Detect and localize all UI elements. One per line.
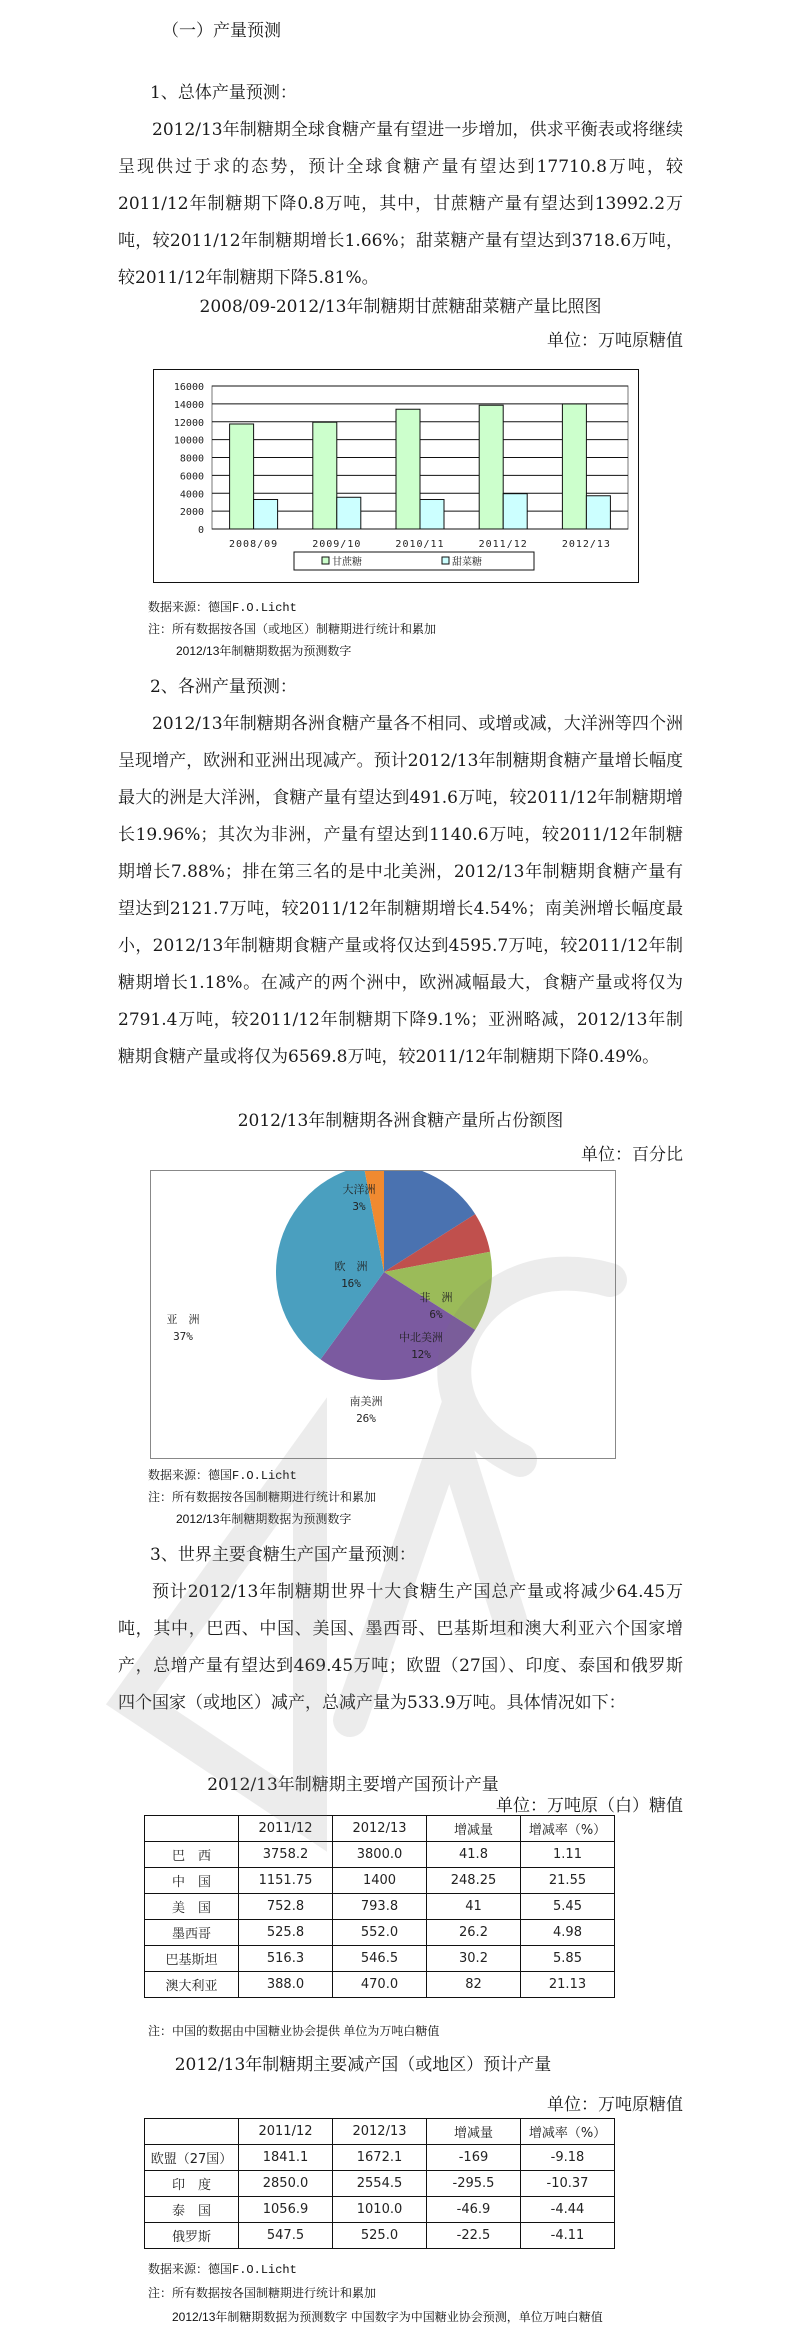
table-cell: 41.8 xyxy=(427,1842,521,1868)
table-cell: 1.11 xyxy=(521,1842,615,1868)
table-cell: 470.0 xyxy=(333,1972,427,1998)
part3-paragraph xyxy=(118,1574,683,1722)
bar-beet-2008-09 xyxy=(254,500,278,529)
bar-beet-2010-11 xyxy=(420,500,444,529)
table-cell: 中 国 xyxy=(145,1868,239,1894)
bar-chart-note2: 2012/13年制糖期数据为预测数字 xyxy=(176,644,352,658)
table-cell: 21.13 xyxy=(521,1972,615,1998)
pie-chart-source xyxy=(148,1466,297,1483)
table-header-cell: 增减率（%） xyxy=(521,2119,615,2145)
table-header-cell: 2011/12 xyxy=(239,1816,333,1842)
y-tick-label: 14000 xyxy=(173,399,204,411)
part1-paragraph xyxy=(118,112,683,297)
y-tick-label: 16000 xyxy=(173,382,204,393)
table-cell: 41 xyxy=(427,1894,521,1920)
table-cell: -295.5 xyxy=(427,2171,521,2197)
table-header-row xyxy=(145,1816,615,1842)
bar-beet-2012-13 xyxy=(586,496,610,529)
svg-text:12%: 12% xyxy=(411,1348,431,1361)
x-tick-label: 2010/11 xyxy=(395,539,445,550)
table-cell: 525.0 xyxy=(333,2223,427,2249)
table-header-cell: 增减量 xyxy=(427,1816,521,1842)
y-tick-label: 4000 xyxy=(179,489,204,501)
table-row xyxy=(145,2145,615,2171)
y-tick-label: 6000 xyxy=(179,471,204,483)
table-header-cell xyxy=(145,2119,239,2145)
table-row xyxy=(145,1894,615,1920)
table-cell: -169 xyxy=(427,2145,521,2171)
table-cell: 欧盟（27国） xyxy=(145,2145,239,2171)
y-tick-label: 2000 xyxy=(179,507,204,519)
svg-text:中北美洲: 中北美洲 xyxy=(399,1331,443,1344)
table-cell: 2554.5 xyxy=(333,2171,427,2197)
source-name: F.O.Licht xyxy=(232,2263,297,2277)
table-cell: 1010.0 xyxy=(333,2197,427,2223)
bar-chart-unit: 单位：万吨原糖值 xyxy=(547,331,683,351)
table2-source xyxy=(148,2260,297,2277)
table-header-cell: 增减量 xyxy=(427,2119,521,2145)
table-cell: 巴基斯坦 xyxy=(145,1946,239,1972)
table-header-cell: 增减率（%） xyxy=(521,1816,615,1842)
table-cell: 澳大利亚 xyxy=(145,1972,239,1998)
y-tick-label: 10000 xyxy=(173,435,204,447)
table-cell: 5.45 xyxy=(521,1894,615,1920)
source-name: F.O.Licht xyxy=(232,601,297,615)
svg-text:欧 洲: 欧 洲 xyxy=(334,1260,368,1273)
decrease-table xyxy=(144,2118,615,2249)
part1-heading: 1、总体产量预测： xyxy=(150,83,297,103)
table-cell: 1841.1 xyxy=(239,2145,333,2171)
table-cell: 1151.75 xyxy=(239,1868,333,1894)
table-cell: 1056.9 xyxy=(239,2197,333,2223)
svg-text:大洋洲: 大洋洲 xyxy=(342,1183,376,1196)
table-row xyxy=(145,1920,615,1946)
table-cell: -4.11 xyxy=(521,2223,615,2249)
table-cell: 2850.0 xyxy=(239,2171,333,2197)
table-cell: 泰 国 xyxy=(145,2197,239,2223)
table-row xyxy=(145,1868,615,1894)
source-label: 数据来源：德国 xyxy=(148,2262,233,2276)
bar-cane-2008-09 xyxy=(230,424,254,529)
table-row xyxy=(145,1972,615,1998)
table-cell: -4.44 xyxy=(521,2197,615,2223)
pie-chart-title: 2012/13年制糖期各洲食糖产量所占份额图 xyxy=(237,1111,564,1131)
table-cell: 4.98 xyxy=(521,1920,615,1946)
x-tick-label: 2009/10 xyxy=(312,539,362,550)
svg-text:6%: 6% xyxy=(429,1308,443,1321)
table-cell: 547.5 xyxy=(239,2223,333,2249)
y-tick-label: 12000 xyxy=(173,417,204,429)
part2-heading: 2、各洲产量预测： xyxy=(150,677,297,697)
bar-chart-note1: 注：所有数据按各国（或地区）制糖期进行统计和累加 xyxy=(148,622,437,636)
bar-chart xyxy=(153,369,639,583)
x-tick-label: 2012/13 xyxy=(561,539,611,550)
table-cell: 1400 xyxy=(333,1868,427,1894)
table-header-cell: 2011/12 xyxy=(239,2119,333,2145)
pie-chart-svg xyxy=(151,1171,615,1458)
pie-chart-note1: 注：所有数据按各国制糖期进行统计和累加 xyxy=(148,1490,377,1504)
table-cell: 26.2 xyxy=(427,1920,521,1946)
table-cell: 516.3 xyxy=(239,1946,333,1972)
bar-chart-svg xyxy=(154,370,638,582)
bar-cane-2011-12 xyxy=(479,405,503,529)
table-row xyxy=(145,2197,615,2223)
table-cell: 546.5 xyxy=(333,1946,427,1972)
bar-cane-2009-10 xyxy=(313,422,337,529)
table-cell: 3800.0 xyxy=(333,1842,427,1868)
part1-paragraph-text: 2012/13年制糖期全球食糖产量有望进一步增加，供求平衡表或将继续呈现供过于求的态势，预计全球食糖产量有望达到17710.8万吨，较2011/12年制糖期下降0.8万吨，其中，甘蔗糖产量有望达到13992.2万吨，较2011/12年制糖期增长1.66%；甜菜糖产量有望达到3718.6万吨，较2011/12年制糖期下降5.81%。 xyxy=(118,120,683,288)
table-cell: 525.8 xyxy=(239,1920,333,1946)
svg-text:南美洲: 南美洲 xyxy=(349,1395,383,1408)
table1-title: 2012/13年制糖期主要增产国预计产量 xyxy=(207,1775,499,1795)
x-tick-label: 2011/12 xyxy=(478,539,528,550)
part3-paragraph-text: 预计2012/13年制糖期世界十大食糖生产国总产量或将减少64.45万吨，其中，巴西、中国、美国、墨西哥、巴基斯坦和澳大利亚六个国家增产，总增产量有望达到469.45万吨；欧盟（27国）、印度、泰国和俄罗斯四个国家（或地区）减产，总减产量为533.9万吨。具体情况如下： xyxy=(118,1582,683,1713)
bar-beet-2011-12 xyxy=(503,494,527,529)
table1-note: 注：中国的数据由中国糖业协会提供 单位为万吨白糖值 xyxy=(148,2024,440,2038)
table-cell: 82 xyxy=(427,1972,521,1998)
table1-unit: 单位：万吨原（白）糖值 xyxy=(496,1796,683,1816)
svg-text:甜菜糖: 甜菜糖 xyxy=(452,557,482,568)
pie-slice-label xyxy=(167,1313,200,1343)
part3-heading: 3、世界主要食糖生产国产量预测： xyxy=(150,1545,416,1565)
table-cell: 俄罗斯 xyxy=(145,2223,239,2249)
svg-text:亚 洲: 亚 洲 xyxy=(166,1313,200,1326)
table-cell: 752.8 xyxy=(239,1894,333,1920)
table-cell: -9.18 xyxy=(521,2145,615,2171)
table-header-cell: 2012/13 xyxy=(333,2119,427,2145)
table-row xyxy=(145,2223,615,2249)
bar-chart-source xyxy=(148,598,297,615)
table-cell: 3758.2 xyxy=(239,1842,333,1868)
y-tick-label: 8000 xyxy=(179,453,204,465)
table-cell: 1672.1 xyxy=(333,2145,427,2171)
bar-beet-2009-10 xyxy=(337,497,361,529)
bar-chart-title: 2008/09-2012/13年制糖期甘蔗糖甜菜糖产量比照图 xyxy=(199,297,602,317)
bar-cane-2010-11 xyxy=(396,409,420,529)
table-cell: 5.85 xyxy=(521,1946,615,1972)
pie-chart-unit: 单位：百分比 xyxy=(581,1145,683,1165)
table-cell: -46.9 xyxy=(427,2197,521,2223)
table-row xyxy=(145,1842,615,1868)
pie-chart-note2: 2012/13年制糖期数据为预测数字 xyxy=(176,1512,352,1526)
table-cell: -10.37 xyxy=(521,2171,615,2197)
source-name: F.O.Licht xyxy=(232,1469,297,1483)
table-cell: 30.2 xyxy=(427,1946,521,1972)
source-label: 数据来源：德国 xyxy=(148,600,233,614)
table-cell: 巴 西 xyxy=(145,1842,239,1868)
section-heading: （一）产量预测 xyxy=(162,21,281,41)
part2-paragraph-text: 2012/13年制糖期各洲食糖产量各不相同、或增或减，大洋洲等四个洲呈现增产，欧洲和亚洲出现减产。预计2012/13年制糖期食糖产量增长幅度最大的洲是大洋洲，食糖产量有望达到491.6万吨，较2011/12年制糖期增长19.96%；其次为非洲，产量有望达到1140.6万吨，较2011/12年制糖期增长7.88%；排在第三名的是中北美洲，2012/13年制糖期食糖产量有望达到2121.7万吨，较2011/12年制糖期增长4.54%；南美洲增长幅度最小，2012/13年制糖期食糖产量或将仅达到4595.7万吨，较2011/12年制糖期增长1.18%。在减产的两个洲中，欧洲减幅最大，食糖产量或将仅为2791.4万吨，较2011/12年制糖期下降9.1%；亚洲略减，2012/13年制糖期食糖产量或将仅为6569.8万吨，较2011/12年制糖期下降0.49%。 xyxy=(118,714,683,1067)
table-header-cell: 2012/13 xyxy=(333,1816,427,1842)
increase-table xyxy=(144,1815,615,1998)
table2-title: 2012/13年制糖期主要减产国（或地区）预计产量 xyxy=(174,2055,552,2075)
part2-paragraph xyxy=(118,706,683,1076)
table-cell: 印 度 xyxy=(145,2171,239,2197)
pie-chart xyxy=(150,1170,616,1459)
table-cell: 388.0 xyxy=(239,1972,333,1998)
svg-text:26%: 26% xyxy=(356,1412,376,1425)
svg-text:甘蔗糖: 甘蔗糖 xyxy=(332,557,362,568)
table-cell: -22.5 xyxy=(427,2223,521,2249)
table2-unit: 单位：万吨原糖值 xyxy=(547,2095,683,2115)
svg-text:37%: 37% xyxy=(173,1330,193,1343)
table-header-cell xyxy=(145,1816,239,1842)
table-cell: 墨西哥 xyxy=(145,1920,239,1946)
svg-text:3%: 3% xyxy=(352,1200,366,1213)
bar-chart-legend xyxy=(294,552,534,570)
table-cell: 21.55 xyxy=(521,1868,615,1894)
table-row xyxy=(145,2171,615,2197)
table2-note2: 2012/13年制糖期数据为预测数字 中国数字为中国糖业协会预测，单位万吨白糖值 xyxy=(172,2310,603,2324)
svg-text:非 洲: 非 洲 xyxy=(419,1291,453,1304)
x-tick-label: 2008/09 xyxy=(229,539,279,550)
table-header-row xyxy=(145,2119,615,2145)
y-tick-label: 0 xyxy=(197,525,204,536)
table2-note1: 注：所有数据按各国制糖期进行统计和累加 xyxy=(148,2286,377,2300)
svg-text:16%: 16% xyxy=(341,1277,361,1290)
table-row xyxy=(145,1946,615,1972)
table-cell: 248.25 xyxy=(427,1868,521,1894)
table-cell: 793.8 xyxy=(333,1894,427,1920)
table-cell: 552.0 xyxy=(333,1920,427,1946)
bar-cane-2012-13 xyxy=(562,404,586,529)
pie-slice-label xyxy=(350,1395,383,1425)
source-label: 数据来源：德国 xyxy=(148,1468,233,1482)
table-cell: 美 国 xyxy=(145,1894,239,1920)
